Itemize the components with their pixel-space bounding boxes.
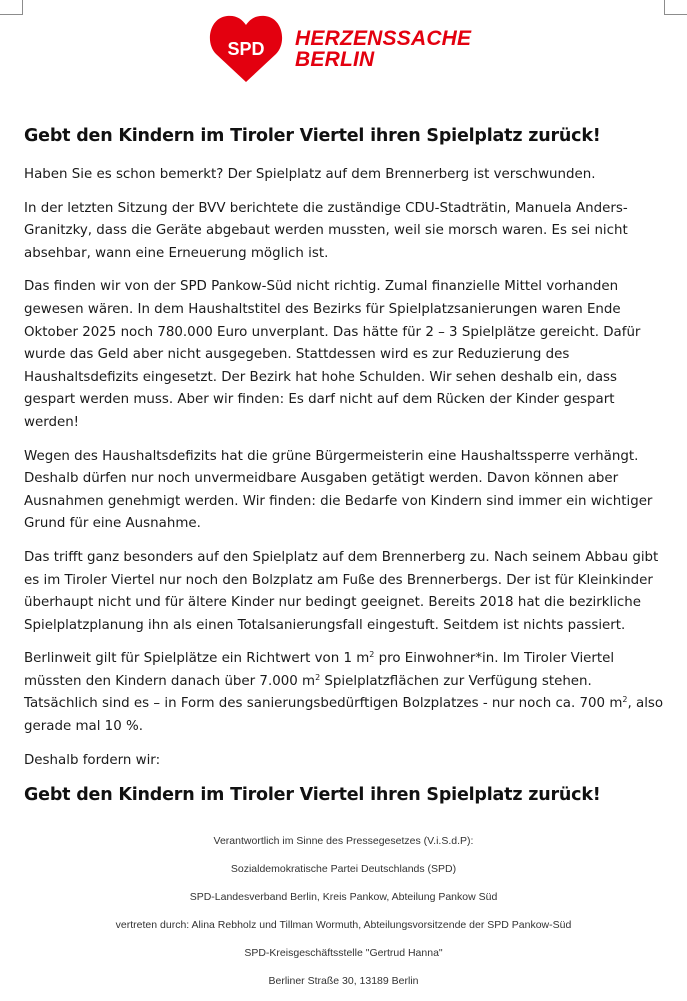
paragraph-5: Das trifft ganz besonders auf den Spielplatz auf dem Brennerberg zu. Nach seinem Abbau gibt es im Tiroler Viertel nur noch den Bolzplatz am Fuße des Brennerbergs. Der ist für Kleinkinder überhaupt nicht und für ältere Kinder nur bedingt geeignet. Bereits 2018 hat die bezirkliche Spielplatzplanung ihn als einen Totalsanierungsfall eingestuft. Seitdem ist nichts passiert. xyxy=(24,549,659,633)
crop-mark-top-right xyxy=(664,0,687,15)
imprint-line-5: SPD-Kreisgeschäftsstelle "Gertrud Hanna" xyxy=(244,947,443,959)
imprint-line-4: vertreten durch: Alina Rebholz und Tillman Wormuth, Abteilungsvorsitzende der SPD Pankow-Süd xyxy=(115,919,572,931)
paragraph-3: Das finden wir von der SPD Pankow-Süd nicht richtig. Zumal finanzielle Mittel vorhanden gewesen wären. In dem Haushaltstitel des Bezirks für Spielplatzsanierungen waren Ende Oktober 2025 noch 780.000 Euro unverplant. Das hätte für 2 – 3 Spielplätze gereicht. Dafür wurde das Geld aber nicht ausgegeben. Stattdessen wird es zur Reduzierung des Haushaltsdefizits eingesetzt. Der Bezirk hat hohe Schulden. Wir sehen deshalb ein, dass gespart werden muss. Aber wir finden: Es darf nicht auf dem Rücken der Kinder gespart werden! xyxy=(24,279,641,430)
imprint-line-1: Verantwortlich im Sinne des Pressegesetzes (V.i.S.d.P): xyxy=(213,835,474,847)
paragraph-6: Berlinweit gilt für Spielplätze ein Richtwert von 1 $m^2$ pro Einwohner*in. Im Tiroler Viertel müssten den Kindern danach über 7.000 $m^2$ Spielplatzflächen zur Verfügung stehen. Tatsächlich sind es – in Form des sanierungsbedürftigen Bolzplatzes - nur noch ca. 700 $m^2$, also gerade mal 10 %. xyxy=(24,650,664,735)
lead-in: Deshalb fordern wir: xyxy=(24,752,161,768)
heart-logo-icon xyxy=(209,15,283,83)
crop-mark-top-left xyxy=(0,0,23,15)
logo-line-2: BERLIN xyxy=(295,48,375,71)
paragraph-2: In der letzten Sitzung der BVV berichtete die zuständige CDU-Stadträtin, Manuela Anders-Granitzky, dass die Geräte abgebaut werden mussten, weil sie morsch waren. Es sei nicht absehbar, wann eine Erneuerung möglich ist. xyxy=(24,200,628,261)
imprint-line-6: Berliner Straße 30, 13189 Berlin xyxy=(268,975,419,987)
imprint-footer xyxy=(0,833,687,1001)
page-title: Gebt den Kindern im Tiroler Viertel ihren Spielplatz zurück! xyxy=(24,126,601,146)
paragraph-4: Wegen des Haushaltsdefizits hat die grüne Bürgermeisterin eine Haushaltssperre verhängt. Deshalb dürfen nur noch unvermeidbare Ausgaben getätigt werden. Davon können aber Ausnahmen genehmigt werden. Wir finden: die Bedarfe von Kindern sind immer ein wichtiger Grund für eine Ausnahme. xyxy=(24,448,653,532)
document-body xyxy=(24,124,666,823)
imprint-line-3: SPD-Landesverband Berlin, Kreis Pankow, Abteilung Pankow Süd xyxy=(189,891,498,903)
logo-badge-text: SPD xyxy=(227,39,265,59)
closing-title: Gebt den Kindern im Tiroler Viertel ihren Spielplatz zurück! xyxy=(24,785,601,806)
logo-wordmark xyxy=(295,28,471,70)
logo-line-1: HERZENSSACHE xyxy=(295,27,472,50)
imprint-line-2: Sozialdemokratische Partei Deutschlands (SPD) xyxy=(230,863,457,875)
paragraph-1: Haben Sie es schon bemerkt? Der Spielplatz auf dem Brennerberg ist verschwunden. xyxy=(24,167,596,182)
spd-logo xyxy=(209,15,471,83)
